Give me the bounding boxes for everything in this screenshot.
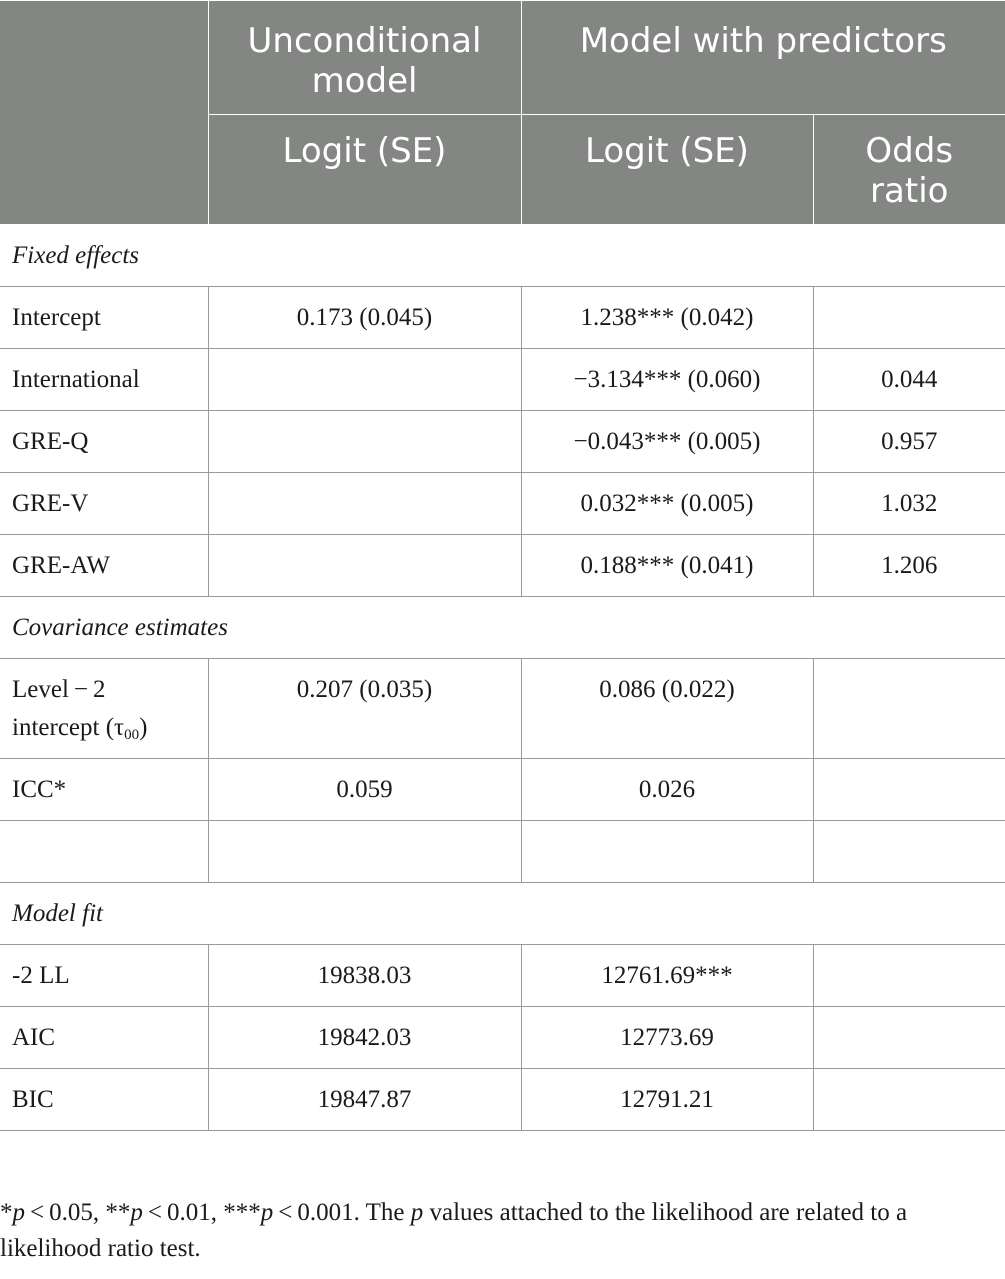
empty-row bbox=[0, 821, 1005, 883]
cell-uncond bbox=[208, 473, 521, 535]
footnote-p: p bbox=[260, 1199, 274, 1226]
tau-subscript: 00 bbox=[124, 727, 140, 743]
header-with-predictors: Model with predictors bbox=[521, 1, 1005, 115]
footnote-part: < 0.001. The bbox=[273, 1199, 411, 1226]
header-unconditional: Unconditional model bbox=[208, 1, 521, 115]
cell-logit: 0.026 bbox=[521, 759, 813, 821]
footnote-part: < 0.01, *** bbox=[142, 1199, 261, 1226]
row-label-part: intercept (τ bbox=[12, 714, 125, 741]
cell-logit: 1.238*** (0.042) bbox=[521, 287, 813, 349]
empty-cell bbox=[813, 821, 1005, 883]
header-corner bbox=[0, 1, 208, 225]
row-label: GRE-Q bbox=[0, 411, 208, 473]
row-label: BIC bbox=[0, 1069, 208, 1131]
row-label-part: ) bbox=[139, 714, 148, 741]
table-row bbox=[0, 349, 1005, 411]
cell-logit: 12791.21 bbox=[521, 1069, 813, 1131]
row-label: International bbox=[0, 349, 208, 411]
footnote-part: < 0.05, ** bbox=[25, 1199, 131, 1226]
table-row bbox=[0, 1007, 1005, 1069]
table-row bbox=[0, 535, 1005, 597]
cell-uncond: 19847.87 bbox=[208, 1069, 521, 1131]
table-row bbox=[0, 1069, 1005, 1131]
cell-odds bbox=[813, 659, 1005, 759]
cell-odds bbox=[813, 1069, 1005, 1131]
cell-uncond: 0.207 (0.035) bbox=[208, 659, 521, 759]
section-row bbox=[0, 225, 1005, 287]
cell-uncond: 0.173 (0.045) bbox=[208, 287, 521, 349]
row-label: GRE-AW bbox=[0, 535, 208, 597]
cell-uncond bbox=[208, 535, 521, 597]
cell-logit: −0.043*** (0.005) bbox=[521, 411, 813, 473]
cell-odds bbox=[813, 759, 1005, 821]
cell-odds: 1.206 bbox=[813, 535, 1005, 597]
section-model-fit: Model fit bbox=[0, 883, 1005, 945]
row-label: AIC bbox=[0, 1007, 208, 1069]
footnote-p: p bbox=[130, 1199, 143, 1226]
cell-logit: 0.032*** (0.005) bbox=[521, 473, 813, 535]
cell-logit: 12761.69*** bbox=[521, 945, 813, 1007]
table-row bbox=[0, 411, 1005, 473]
row-label: Intercept bbox=[0, 287, 208, 349]
header-logit-se-predictors: Logit (SE) bbox=[521, 115, 813, 225]
cell-uncond: 0.059 bbox=[208, 759, 521, 821]
header-odds-ratio: Odds ratio bbox=[813, 115, 1005, 225]
section-row bbox=[0, 597, 1005, 659]
section-covariance: Covariance estimates bbox=[0, 597, 1005, 659]
header-logit-se-unconditional: Logit (SE) bbox=[208, 115, 521, 225]
row-label: -2 LL bbox=[0, 945, 208, 1007]
cell-logit: 0.086 (0.022) bbox=[521, 659, 813, 759]
cell-uncond bbox=[208, 349, 521, 411]
table-footnote bbox=[0, 1195, 1000, 1267]
row-label-level2 bbox=[0, 659, 208, 759]
empty-cell bbox=[0, 821, 208, 883]
section-row bbox=[0, 883, 1005, 945]
footnote-p: p bbox=[410, 1199, 424, 1226]
footnote-part: values attached to the likelihood are related to a likelihood ratio test. bbox=[0, 1199, 908, 1262]
cell-odds: 1.032 bbox=[813, 473, 1005, 535]
section-fixed-effects: Fixed effects bbox=[0, 225, 1005, 287]
empty-cell bbox=[521, 821, 813, 883]
table-row bbox=[0, 759, 1005, 821]
cell-uncond: 19838.03 bbox=[208, 945, 521, 1007]
cell-logit: 12773.69 bbox=[521, 1007, 813, 1069]
row-label: ICC* bbox=[0, 759, 208, 821]
cell-odds bbox=[813, 945, 1005, 1007]
cell-logit: −3.134*** (0.060) bbox=[521, 349, 813, 411]
cell-odds bbox=[813, 287, 1005, 349]
footnote-p: p bbox=[12, 1199, 25, 1226]
table-row bbox=[0, 945, 1005, 1007]
row-label-part: Level − 2 bbox=[12, 676, 106, 703]
cell-odds bbox=[813, 1007, 1005, 1069]
table-row bbox=[0, 287, 1005, 349]
table-row bbox=[0, 659, 1005, 759]
cell-uncond: 19842.03 bbox=[208, 1007, 521, 1069]
cell-logit: 0.188*** (0.041) bbox=[521, 535, 813, 597]
row-label: GRE-V bbox=[0, 473, 208, 535]
table-row bbox=[0, 473, 1005, 535]
cell-odds: 0.044 bbox=[813, 349, 1005, 411]
cell-uncond bbox=[208, 411, 521, 473]
footnote-part: * bbox=[0, 1199, 13, 1226]
cell-odds: 0.957 bbox=[813, 411, 1005, 473]
empty-cell bbox=[208, 821, 521, 883]
